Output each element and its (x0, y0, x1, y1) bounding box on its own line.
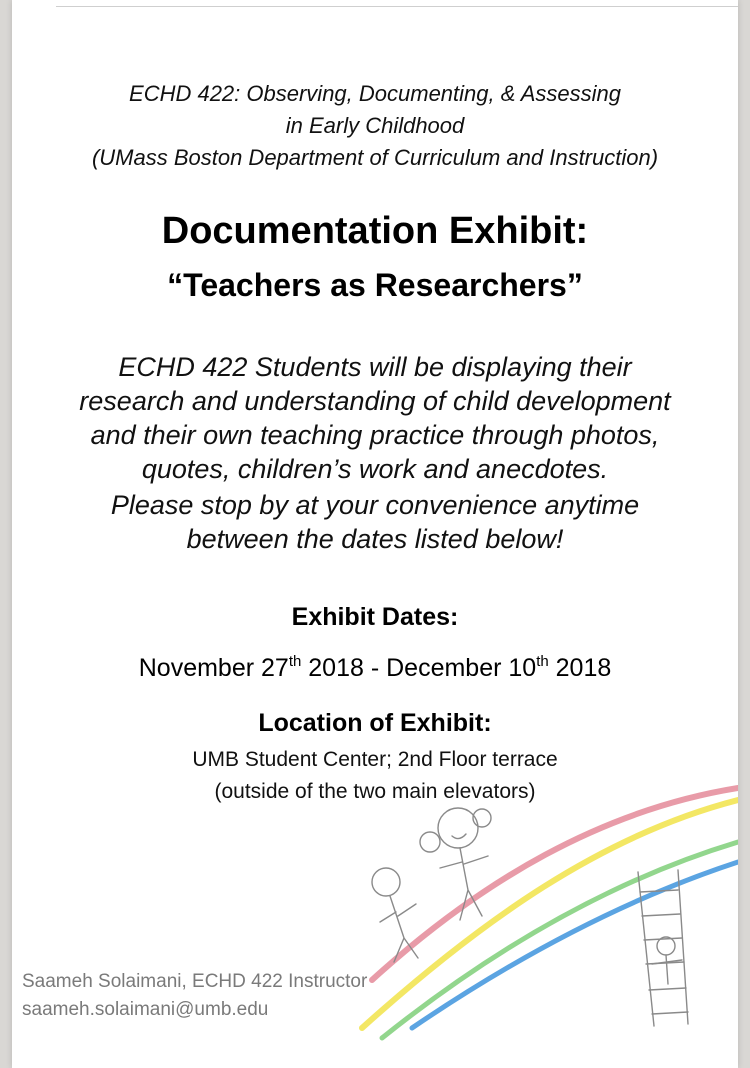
exhibit-dates (12, 644, 738, 686)
start-ordinal: th (288, 653, 302, 670)
top-divider (56, 6, 738, 7)
ladder-drawing (638, 870, 688, 1026)
child-figure-large (420, 808, 491, 920)
instructor-email[interactable]: saameh.solaimani@umb.edu (22, 999, 269, 1020)
invitation-line-2: between the dates listed below! (186, 524, 564, 554)
date-range-mid: 2018 - December 10 (301, 654, 537, 682)
instructor-name: Saameh Solaimani, ECHD 422 Instructor (22, 971, 368, 992)
end-ordinal: th (536, 653, 549, 670)
child-figure-small (372, 868, 418, 962)
rainbow-yellow-band (362, 800, 738, 1028)
end-year: 2018 (548, 654, 612, 682)
dates-heading: Exhibit Dates: (291, 603, 459, 631)
invitation (12, 488, 738, 556)
location-heading: Location of Exhibit: (258, 709, 492, 737)
description-line-4: quotes, children’s work and anecdotes. (141, 454, 609, 484)
exhibit-description (12, 350, 738, 486)
description-line-3: and their own teaching practice through photos, (90, 420, 660, 450)
exhibit-subtitle: “Teachers as Researchers” (167, 267, 583, 303)
description-line-1: ECHD 422 Students will be displaying their (118, 352, 632, 382)
child-rainbow-drawing (332, 770, 738, 1068)
exhibit-title: Documentation Exhibit: (161, 210, 589, 252)
course-line-3: (UMass Boston Department of Curriculum and Instruction) (91, 145, 659, 170)
course-line-2: in Early Childhood (285, 113, 465, 138)
flyer-page (12, 0, 738, 1068)
description-line-2: research and understanding of child development (79, 386, 671, 416)
course-header (12, 78, 738, 174)
contact-info (22, 968, 367, 1024)
location-line-1: UMB Student Center; 2nd Floor terrace (192, 748, 558, 771)
start-date: November 27 (138, 654, 289, 682)
location-line-2: (outside of the two main elevators) (214, 780, 536, 803)
course-line-1: ECHD 422: Observing, Documenting, & Assessing (129, 81, 621, 106)
invitation-line-1: Please stop by at your convenience anytime (110, 490, 640, 520)
